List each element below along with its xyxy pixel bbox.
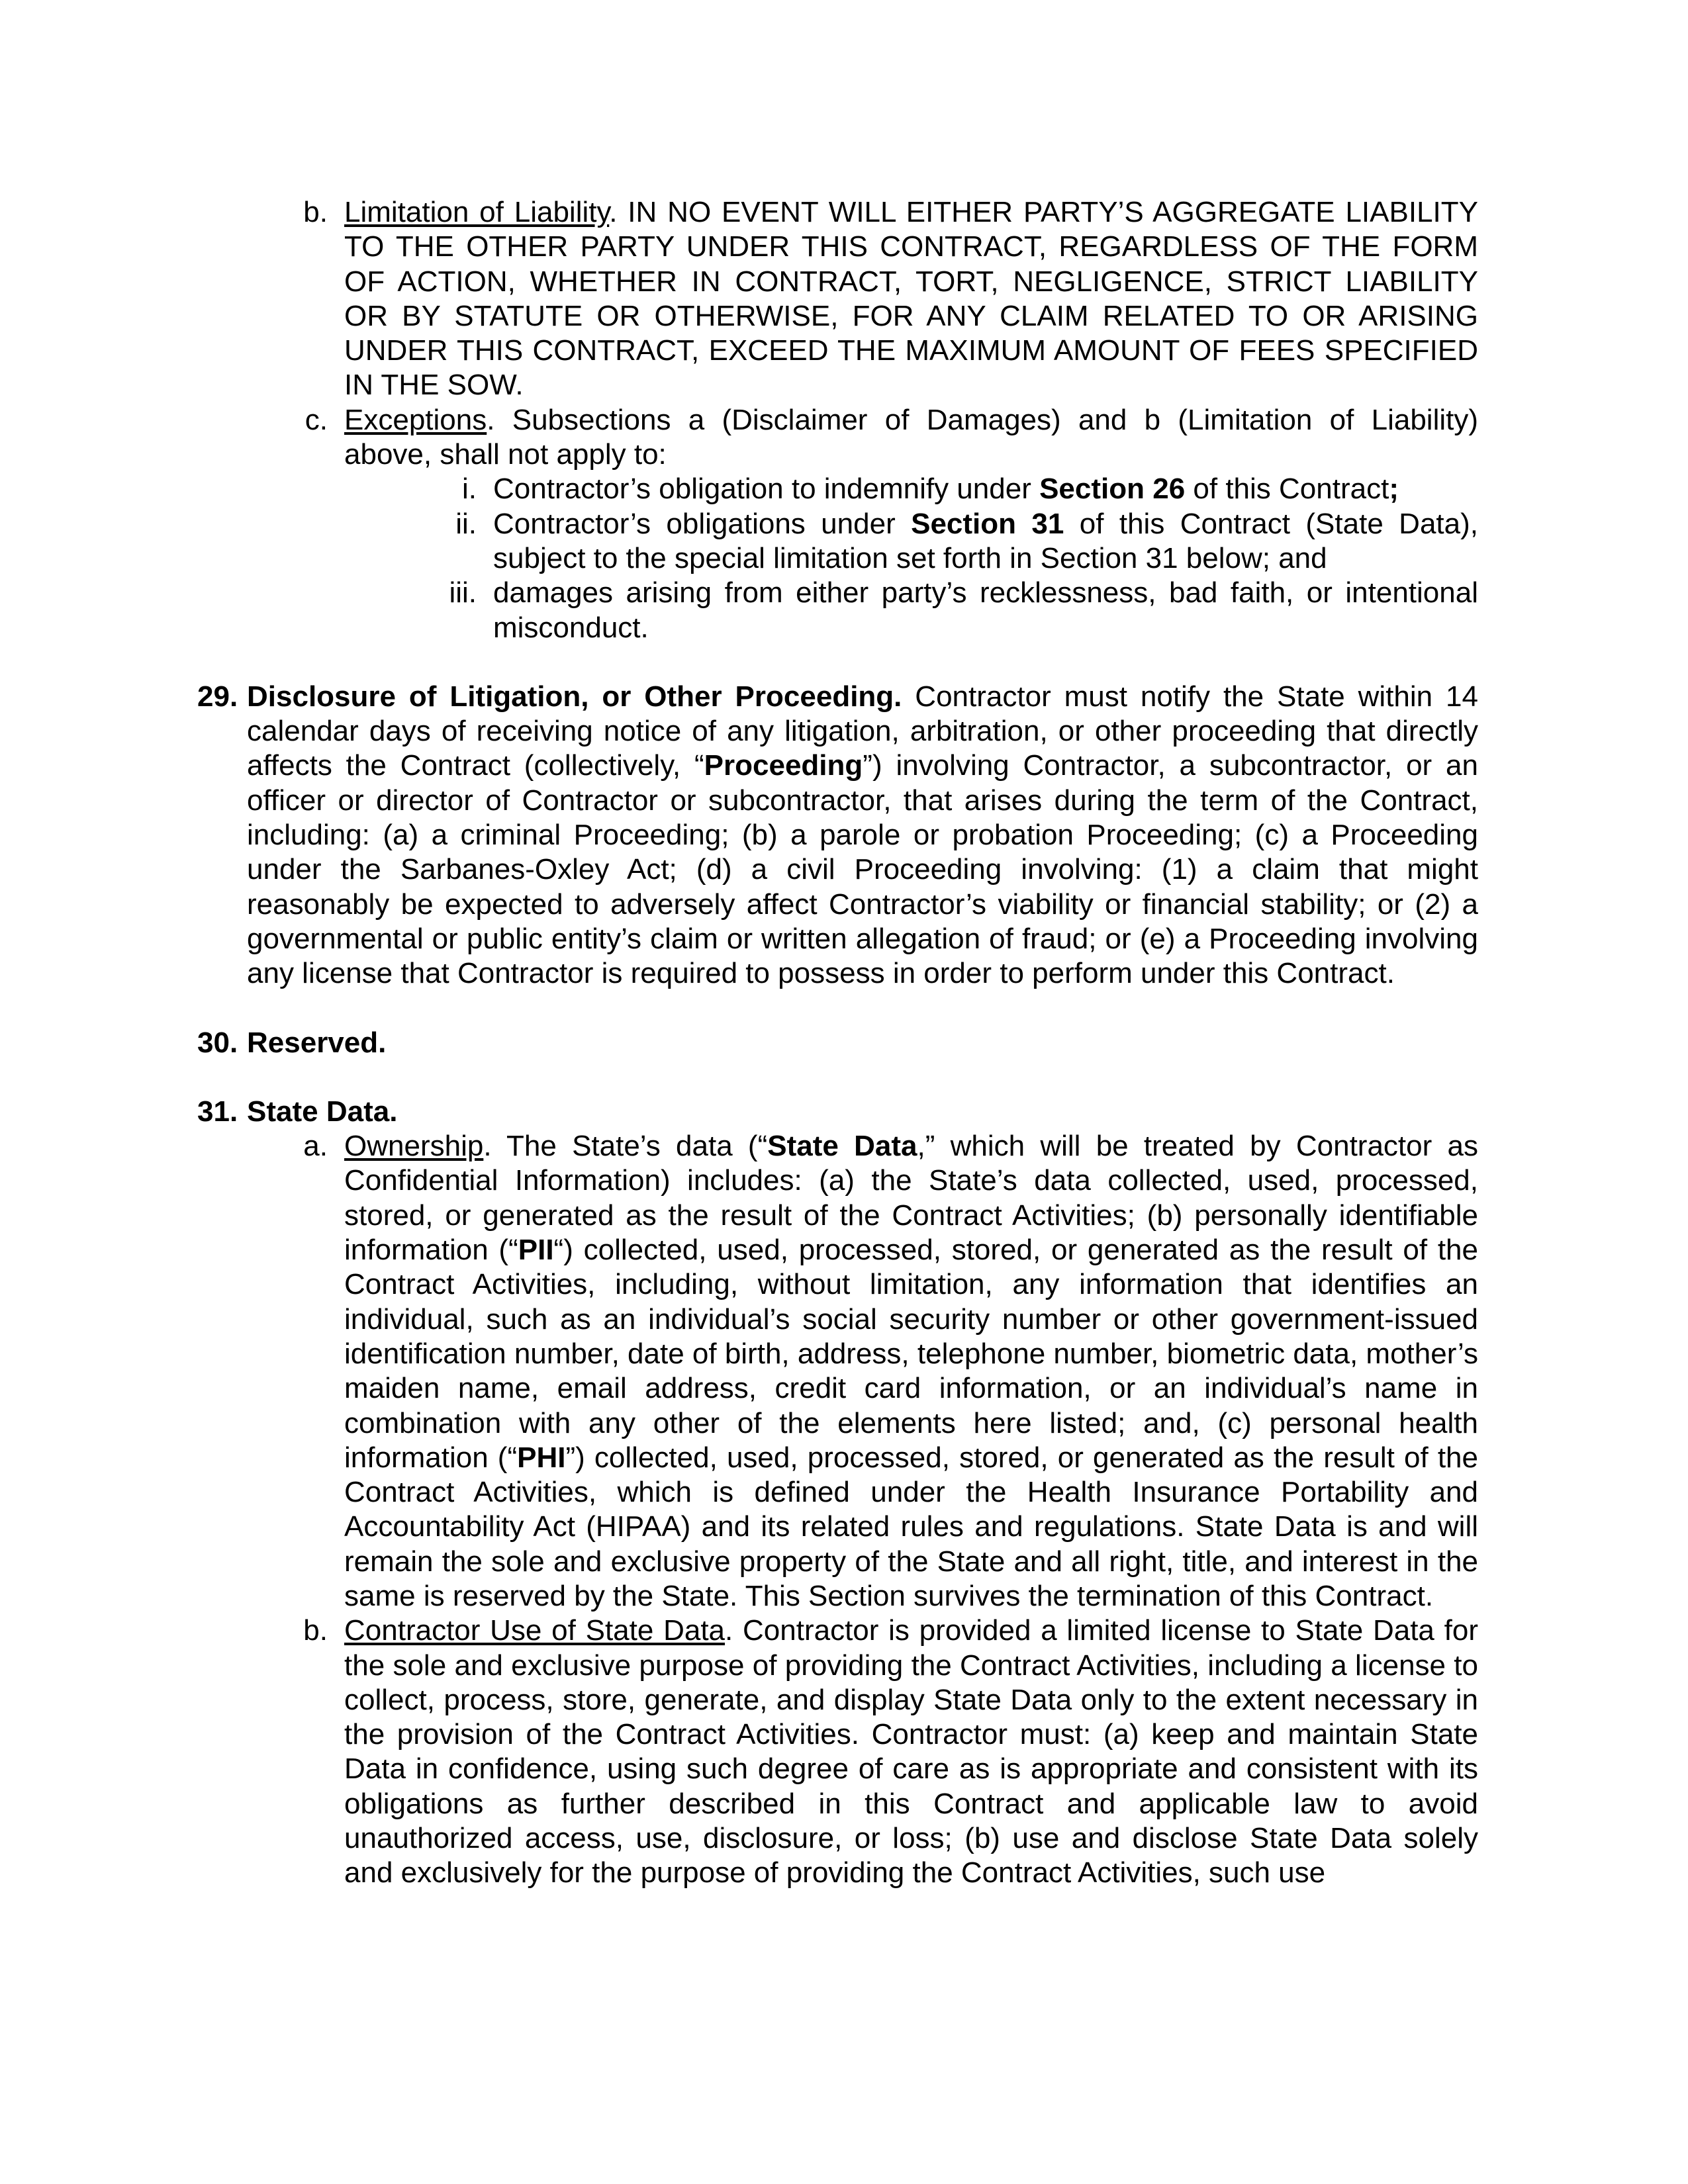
section-number: 29. [197, 680, 238, 713]
subsection-ownership [0, 1129, 1478, 1614]
subsection-limitation-of-liability [0, 195, 1478, 403]
item-punctuation: ; [1389, 473, 1399, 506]
subsection-text: . The State’s data (“ [483, 1130, 768, 1163]
subsection-text: ,” which will be treated by Contractor as Confidential Information) includes: (a) the State’s data collected, used, processed, stored, or generated as the result of the Contract Activities; (b) personally identifiable information (“ [344, 1130, 1479, 1267]
subsection-text: . Contractor is provided a limited license to State Data for the sole and exclusive purpose of providing the Contract Activities, including a license to collect, process, store, generate, and display State Data only to the extent necessary in the provision of the Contract Activities. Contractor must: (a) keep and maintain State Data in confidence, using such degree of care as is appropriate and consistent with its obligations as further described in this Contract and applicable law to avoid unauthorized access, use, disclosure, or loss; (b) use and disclose State Data solely and exclusively for the purpose of providing the Contract Activities, such use [344, 1614, 1478, 1889]
subsection-contractor-use-of-state-data [0, 1614, 1478, 1890]
defined-term: PII [518, 1234, 554, 1267]
section-reference: Section 26 [1039, 473, 1186, 506]
section-number: 30. [197, 1026, 238, 1059]
subsection-label: b. [303, 1614, 328, 1647]
item-text: Contractor’s obligation to indemnify under [493, 473, 1040, 506]
subsection-heading: Ownership [344, 1130, 484, 1163]
defined-term: PHI [517, 1441, 566, 1474]
defined-term: State Data [767, 1130, 917, 1163]
subsection-text: . Subsections a (Disclaimer of Damages) and b (Limitation of Liability) above, shall not apply to: [344, 403, 1478, 471]
exception-item-i [0, 472, 1478, 506]
document-page [0, 195, 1688, 1891]
item-label: iii. [449, 576, 477, 610]
subsection-text: “) collected, used, processed, stored, or generated as the result of the Contract Activities, including, without limitation, any information that identifies an individual, such as an individual’s social security number or other government-issued identification number, date of birth, address, telephone number, biometric data, mother’s maiden name, email address, credit card information, or an individual’s name in combination with any other of the elements here listed; and, (c) personal health information (“ [344, 1234, 1479, 1474]
item-label: ii. [455, 507, 477, 540]
item-text: damages arising from either party’s recklessness, bad faith, or intentional misconduct. [493, 576, 1478, 644]
subsection-heading: Limitation of Liability [344, 196, 610, 228]
section-30 [0, 1026, 1478, 1060]
section-heading: State Data. [247, 1095, 398, 1128]
section-31 [0, 1095, 1478, 1129]
subsection-text: . IN NO EVENT WILL EITHER PARTY’S AGGREGATE LIABILITY TO THE OTHER PARTY UNDER THIS CONTRACT, REGARDLESS OF THE FORM OF ACTION, WHETHER IN CONTRACT, TORT, NEGLIGENCE, STRICT LIABILITY OR BY STATUTE OR OTHERWISE, FOR ANY CLAIM RELATED TO OR ARISING UNDER THIS CONTRACT, EXCEED THE MAXIMUM AMOUNT OF FEES SPECIFIED IN THE SOW. [344, 196, 1478, 402]
exception-item-iii [0, 576, 1478, 645]
subsection-label: a. [303, 1130, 328, 1163]
section-reference: Section 31 [911, 507, 1064, 540]
section-heading: Reserved. [247, 1026, 387, 1059]
section-29 [0, 680, 1478, 991]
subsection-exceptions [0, 403, 1478, 473]
exception-item-ii [0, 507, 1478, 576]
subsection-text: ”) collected, used, processed, stored, or generated as the result of the Contract Activities, which is defined under the Health Insurance Portability and Accountability Act (HIPAA) and its related rules and regulations. State Data is and will remain the sole and exclusive property of the State and all right, title, and interest in the same is reserved by the State. This Section survives the termination of this Contract. [344, 1441, 1478, 1612]
section-heading: Disclosure of Litigation, or Other Proceeding. [247, 680, 902, 713]
item-label: i. [462, 473, 477, 506]
subsection-label: c. [305, 403, 328, 436]
subsection-label: b. [303, 196, 328, 228]
section-text: ”) involving Contractor, a subcontractor, or an officer or director of Contractor or subcontractor, that arises during the term of the Contract, including: (a) a criminal Proceeding; (b) a parole or probation Proceeding; (c) a Proceeding under the Sarbanes-Oxley Act; (d) a civil Proceeding involving: (1) a claim that might reasonably be expected to adversely affect Contractor’s viability or financial stability; or (2) a governmental or public entity’s claim or written allegation of fraud; or (e) a Proceeding involving any license that Contractor is required to possess in order to perform under this Contract. [247, 749, 1478, 990]
item-text: of this Contract [1185, 473, 1389, 506]
item-text: of this Contract (State Data), subject to the special limitation set forth in Section 31 below; and [493, 507, 1478, 574]
section-number: 31. [197, 1095, 238, 1128]
subsection-heading: Contractor Use of State Data [344, 1614, 726, 1647]
subsection-heading: Exceptions [344, 403, 487, 436]
section-text: Contractor must notify the State within 14 calendar days of receiving notice of any litigation, arbitration, or other proceeding that directly affects the Contract (collectively, “ [247, 680, 1478, 782]
defined-term: Proceeding [704, 749, 863, 782]
item-text: Contractor’s obligations under [493, 507, 912, 540]
